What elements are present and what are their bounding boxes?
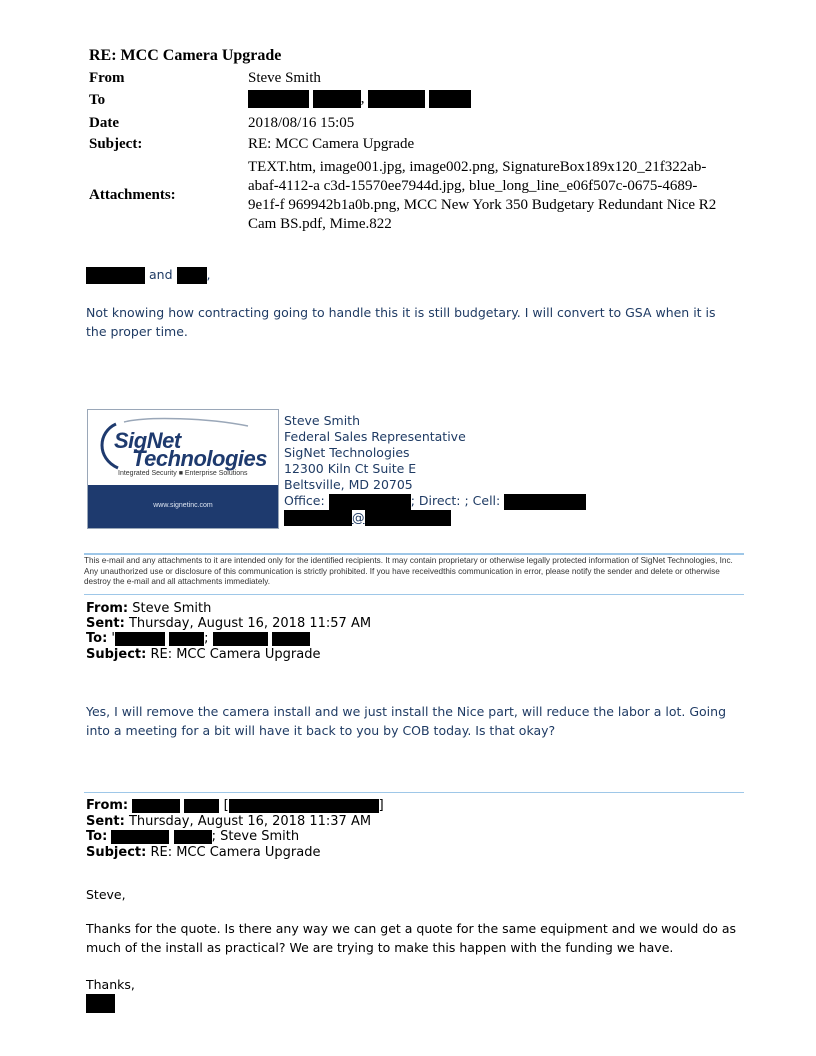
reply2-to: To: ; Steve Smith	[86, 829, 300, 844]
divider-line	[84, 553, 744, 555]
office-label: Office:	[284, 493, 325, 508]
redaction-box	[248, 90, 309, 108]
signature-phones	[284, 493, 586, 510]
signature-title: Federal Sales Representative	[284, 429, 466, 444]
subject-label: Subject:	[89, 136, 143, 152]
redaction-box	[111, 830, 169, 844]
email-title: RE: MCC Camera Upgrade	[89, 47, 282, 64]
redaction-box	[169, 632, 204, 646]
logo-technologies-text: Technologies	[132, 446, 267, 471]
reply1-body: Yes, I will remove the camera install and we just install the Nice part, will reduce the labor a lot. Going into a meeting for a bit will have it back to you by COB today. Is that okay?	[86, 704, 727, 738]
to-value	[248, 90, 471, 110]
divider-line	[84, 792, 744, 793]
redaction-box	[284, 510, 352, 526]
message1-body: Not knowing how contracting going to handle this it is still budgetary. I will convert to GSA when it is the proper time.	[86, 305, 716, 339]
signature-name: Steve Smith	[284, 413, 360, 428]
subject-value: RE: MCC Camera Upgrade	[248, 136, 415, 152]
greeting-and: and	[148, 267, 173, 282]
redaction-box	[174, 830, 212, 844]
reply1-header	[86, 601, 371, 662]
message1-greeting	[86, 265, 210, 284]
redaction-box	[229, 799, 379, 813]
redaction-box	[177, 267, 207, 284]
redaction-box	[86, 267, 145, 284]
signature-company: SigNet Technologies	[284, 445, 410, 460]
reply1-sent: Sent: Thursday, August 16, 2018 11:57 AM	[86, 616, 372, 631]
date-value: 2018/08/16 15:05	[248, 115, 355, 131]
reply2-header	[86, 798, 384, 860]
logo-url: www.signetinc.com	[153, 502, 213, 509]
reply1-subject: Subject: RE: MCC Camera Upgrade	[86, 647, 321, 662]
signet-logo	[87, 409, 279, 529]
redaction-box	[365, 510, 451, 526]
to-separator: ,	[360, 90, 365, 107]
from-label: From	[89, 70, 125, 86]
redaction-box	[86, 994, 115, 1013]
redaction-box	[313, 90, 361, 108]
redaction-box	[213, 632, 268, 646]
signature-block	[284, 413, 586, 526]
divider-line	[84, 594, 744, 595]
email-at: @	[352, 509, 365, 525]
reply2-subject: Subject: RE: MCC Camera Upgrade	[86, 845, 321, 860]
to-label: To	[89, 92, 106, 108]
reply2-from: From: [ ]	[86, 798, 384, 813]
redaction-box	[115, 632, 165, 646]
attachments-list[interactable]: TEXT.htm, image001.jpg, image002.png, SignatureBox189x120_21f322ab-abaf-4112-a c3d-15570ee7944d.jpg, blue_long_line_e06f507c-0675-4689-9e1f-f 969942b1a0b.png, MCC New York 350 Budgetary Redundant Nice R2 Cam BS.pdf, Mime.822	[248, 159, 717, 232]
logo-signet-text: SigNet	[114, 428, 181, 453]
reply1-to: To: ' ;	[86, 631, 371, 647]
redaction-box	[368, 90, 425, 108]
reply2-body: Thanks for the quote. Is there any way we can get a quote for the same equipment and we would do as much of the install as practical? We are trying to make this happen with the funding we have.	[86, 921, 737, 955]
reply1-from: From: Steve Smith	[86, 601, 212, 616]
direct-cell-label: ; Direct: ; Cell:	[410, 493, 501, 508]
redaction-box	[429, 90, 471, 108]
logo-tagline: Integrated Security ■ Enterprise Solutions	[118, 470, 248, 477]
redaction-box	[132, 799, 180, 813]
from-value: Steve Smith	[248, 70, 321, 86]
signature-address2: Beltsville, MD 20705	[284, 477, 413, 492]
signature-address1: 12300 Kiln Ct Suite E	[284, 461, 417, 476]
redaction-box	[184, 799, 219, 813]
redaction-box	[272, 632, 310, 646]
reply2-greeting: Steve,	[86, 887, 126, 902]
date-label: Date	[89, 115, 119, 131]
reply2-sent: Sent: Thursday, August 16, 2018 11:37 AM	[86, 814, 372, 829]
redaction-box	[504, 494, 586, 510]
greeting-comma: ,	[206, 267, 211, 282]
attachments-label: Attachments:	[89, 187, 176, 203]
reply2-closing: Thanks,	[86, 977, 135, 992]
redaction-box	[329, 494, 411, 510]
signature-email[interactable]	[284, 510, 586, 527]
legal-disclaimer: This e-mail and any attachments to it are intended only for the identified recipients. It may contain proprietary or otherwise legally protected information of SigNet Technologies, Inc. Any unauthorized use or disclosure of this communication is strictly prohibited. If you have receivedthis communication in error, please notify the sender and delete or otherwise destroy the e-mail and all attachments immediately.	[84, 556, 733, 587]
